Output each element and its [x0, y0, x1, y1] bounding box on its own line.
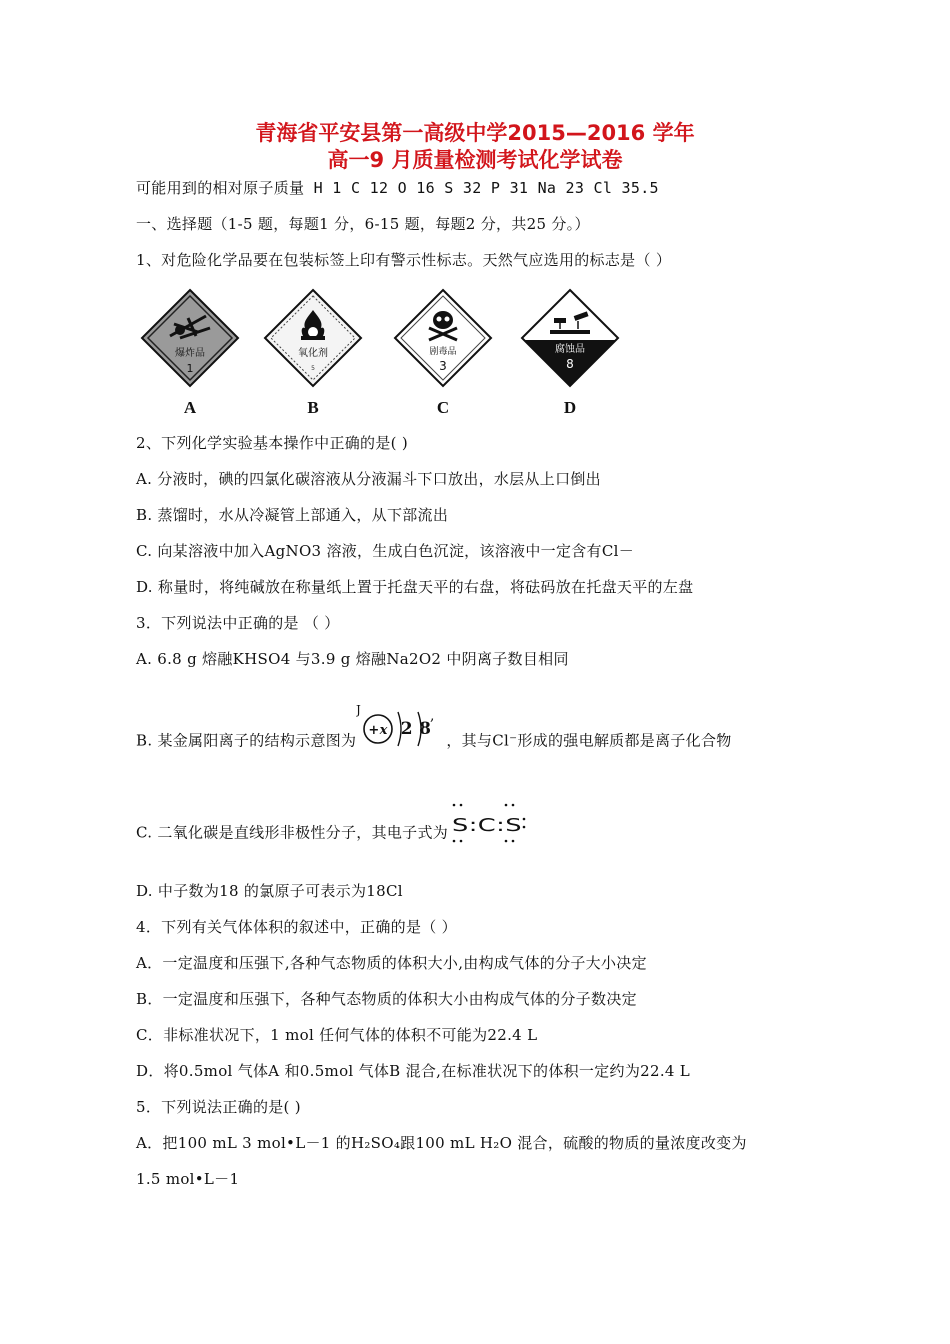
question-4-option-b: B．一定温度和压强下，各种气态物质的体积大小由构成气体的分子数决定 [136, 990, 637, 1008]
toxic-sign-icon [393, 288, 493, 388]
question-5-stem: 5．下列说法正确的是( ) [136, 1098, 301, 1116]
sign-a-number: 1 [186, 362, 194, 375]
question-3-option-c [136, 797, 528, 870]
question-4-option-a: A．一定温度和压强下,各种气态物质的体积大小,由构成气体的分子大小决定 [136, 954, 647, 972]
exam-title-line2: 高一9 月质量检测考试化学试卷 [327, 148, 623, 172]
question-2-option-c: C. 向某溶液中加入AgNO3 溶液，生成白色沉淀，该溶液中一定含有Cl－ [136, 542, 635, 560]
question-3-option-c-text: C. 二氧化碳是直线形非极性分子，其电子式为 [136, 823, 449, 842]
sign-a [140, 288, 240, 424]
oxidizer-sign-icon [263, 288, 363, 388]
ion-structure-diagram [356, 700, 446, 783]
sign-d [520, 288, 620, 424]
electron-formula-text: S:C:S [452, 815, 523, 836]
sign-c [393, 288, 493, 424]
sign-c-letter: C [436, 398, 450, 417]
sign-b-letter: B [307, 398, 319, 417]
sign-c-number: 3 [439, 359, 447, 373]
question-2-stem: 2、下列化学实验基本操作中正确的是( ) [136, 434, 409, 452]
cs2-electron-formula [448, 797, 528, 870]
hazard-signs [140, 288, 640, 424]
sign-a-letter: A [183, 398, 197, 417]
nucleus-charge: +x [368, 723, 388, 738]
sign-c-label: 剧毒品 [429, 347, 457, 357]
question-2-option-a: A. 分液时，碘的四氯化碳溶液从分液漏斗下口放出，水层从上口倒出 [136, 470, 601, 488]
sign-a-label: 爆炸品 [175, 348, 205, 359]
sign-b [263, 288, 363, 424]
section-heading: 一、选择题（1-5 题，每题1 分，6-15 题，每题2 分，共25 分。） [136, 215, 590, 233]
question-3-option-a: A. 6.8 g 熔融KHSO4 与3.9 g 熔融Na2O2 中阴离子数目相同 [136, 650, 569, 668]
question-3-option-b [136, 700, 732, 783]
sign-b-number: 5 [311, 365, 315, 372]
exam-title-line1: 青海省平安县第一高级中学2015—2016 学年 [255, 121, 695, 145]
question-3-option-b-text-after: ，其与Cl⁻形成的强电解质都是离子化合物 [446, 731, 732, 750]
explosive-sign-icon [140, 288, 240, 388]
sign-d-number: 8 [566, 357, 574, 371]
question-4-option-d: D．将0.5mol 气体A 和0.5mol 气体B 混合,在标准状况下的体积一定约为22.4 L [136, 1062, 691, 1080]
question-4-option-c: C．非标准状况下，1 mol 任何气体的体积不可能为22.4 L [136, 1026, 538, 1044]
sign-d-letter: D [563, 398, 577, 417]
question-3-option-d: D. 中子数为18 的氯原子可表示为18Cl [136, 882, 403, 900]
question-2-option-d: D. 称量时，将纯碱放在称量纸上置于托盘天平的右盘，将砝码放在托盘天平的左盘 [136, 578, 694, 596]
question-5-option-a-line2: 1.5 mol•L－1 [136, 1170, 240, 1188]
svg-text:,: , [430, 708, 436, 724]
svg-text:J: J [356, 703, 362, 717]
corrosive-sign-icon [520, 288, 620, 388]
atomic-masses: 可能用到的相对原子质量 H 1 C 12 O 16 S 32 P 31 Na 23 Cl 35.5 [136, 179, 659, 197]
question-2-option-b: B. 蒸馏时，水从冷凝管上部通入，从下部流出 [136, 506, 449, 524]
question-1-stem: 1、对危险化学品要在包装标签上印有警示性标志。天然气应选用的标志是（ ） [136, 251, 672, 269]
question-5-option-a-line1: A．把100 mL 3 mol•L－1 的H₂SO₄跟100 mL H₂O 混合，硫酸的物质的量浓度改变为 [136, 1134, 747, 1152]
question-4-stem: 4．下列有关气体体积的叙述中，正确的是（ ） [136, 918, 457, 936]
question-3-stem: 3．下列说法中正确的是 （ ） [136, 614, 340, 632]
electron-shells: 2 8 [401, 719, 432, 739]
sign-b-label: 氧化剂 [298, 348, 328, 359]
sign-d-label: 腐蚀品 [555, 344, 585, 355]
question-3-option-b-text: B. 某金属阳离子的结构示意图为 [136, 731, 357, 750]
